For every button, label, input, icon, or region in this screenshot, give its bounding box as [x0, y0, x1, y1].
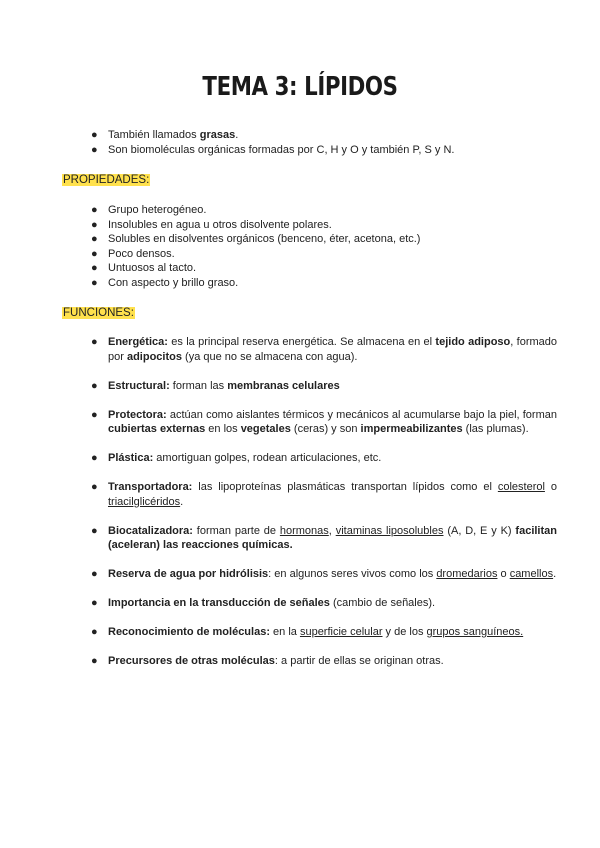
bullet-icon: ●: [91, 379, 98, 392]
bullet-icon: ●: [91, 336, 98, 348]
bullet-icon: ●: [91, 452, 98, 464]
propiedades-list: [91, 203, 558, 290]
link-triacilgliceridos: triacilglicéridos: [108, 495, 181, 508]
funcion-reconocimiento: ● Reconocimiento de moléculas: en la superficie celular y de los grupos sanguíneos.: [91, 626, 524, 638]
funcion-energetica: ● Energética: es la principal reserva energética. Se almacena en el tejido adiposo, formado por adipocitos (ya que no se almacena con agua).: [91, 336, 558, 363]
funcion-precursores: ● Precursores de otras moléculas: a partir de ellas se originan otras.: [91, 655, 444, 667]
bullet-icon: ●: [91, 247, 98, 260]
bullet-icon: ●: [91, 276, 98, 289]
list-item: ● Son biomoléculas orgánicas formadas por C, H y O y también P, S y N.: [91, 143, 455, 156]
bullet-icon: ●: [91, 524, 98, 537]
link-vitaminas: vitaminas liposolubles: [335, 524, 444, 537]
list-item: ● Con aspecto y brillo graso.: [91, 276, 239, 289]
bullet-icon: ●: [91, 408, 98, 421]
link-dromedarios: dromedarios: [436, 568, 498, 580]
page-title: TEMA 3: LÍPIDOS: [202, 72, 398, 102]
list-item: ● Poco densos.: [91, 247, 175, 260]
link-hormonas: hormonas: [279, 524, 329, 537]
list-item: ● Grupo heterogéneo.: [91, 204, 207, 216]
bullet-icon: ●: [91, 233, 98, 245]
bullet-icon: ●: [91, 655, 98, 667]
funcion-transportadora: ● Transportadora: las lipoproteínas plasmáticas transportan lípidos como el colesterol o triacilglicéridos.: [91, 481, 557, 508]
funciones-list: [91, 335, 558, 683]
intro-list: [91, 128, 558, 157]
funcion-transduccion: ● Importancia en la transducción de señales (cambio de señales).: [91, 597, 436, 609]
bullet-icon: ●: [91, 129, 98, 141]
link-camellos: camellos: [509, 568, 554, 580]
bullet-icon: ●: [91, 626, 98, 638]
bullet-icon: ●: [91, 568, 98, 580]
list-item: ● Insolubles en agua u otros disolvente polares.: [91, 218, 332, 231]
funcion-biocatalizadora: ● Biocatalizadora: forman parte de hormonas, vitaminas liposolubles (A, D, E y K) facilitan (aceleran) las reacciones químicas.: [91, 524, 557, 551]
funciones-heading: FUNCIONES:: [63, 307, 134, 319]
bullet-icon: ●: [91, 262, 98, 274]
list-item: ● Solubles en disolventes orgánicos (benceno, éter, acetona, etc.): [91, 233, 421, 245]
funcion-reserva-agua: ● Reserva de agua por hidrólisis: en algunos seres vivos como los dromedarios o camellos.: [91, 568, 557, 580]
propiedades-heading: PROPIEDADES:: [63, 174, 150, 186]
bullet-icon: ●: [91, 218, 98, 231]
funcion-plastica: ● Plástica: amortiguan golpes, rodean articulaciones, etc.: [91, 452, 382, 464]
funcion-estructural: ● Estructural: forman las membranas celulares: [91, 379, 340, 392]
bullet-icon: ●: [91, 597, 98, 609]
bullet-icon: ●: [91, 143, 98, 156]
funcion-protectora: ● Protectora: actúan como aislantes térmicos y mecánicos al acumularse bajo la piel, forman cubiertas externas en los vegetales (ceras) y son impermeabilizantes (las plumas).: [91, 408, 557, 435]
link-superficie-celular: superficie celular: [299, 626, 383, 638]
link-grupos-sanguineos: grupos sanguíneos.: [426, 626, 524, 638]
list-item: ● También llamados grasas.: [91, 129, 239, 141]
link-colesterol: colesterol: [497, 481, 545, 493]
bullet-icon: ●: [91, 204, 98, 216]
list-item: ● Untuosos al tacto.: [91, 262, 197, 274]
bullet-icon: ●: [91, 481, 98, 493]
